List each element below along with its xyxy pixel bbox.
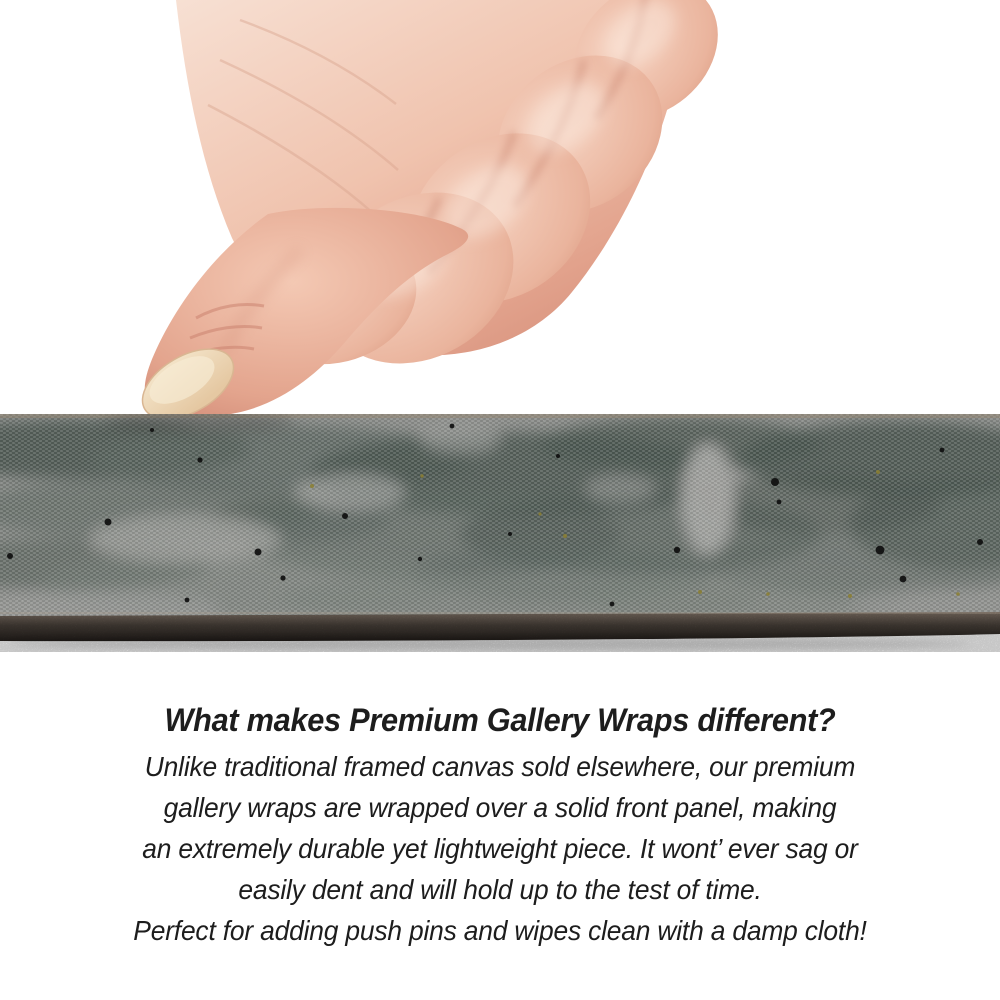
- hand-photo: [0, 0, 1000, 432]
- caption-line: easily dent and will hold up to the test of time.: [238, 874, 762, 905]
- caption-line: an extremely durable yet lightweight piece. It wont’ ever sag or: [142, 833, 858, 864]
- canvas-grain: [0, 414, 1000, 644]
- caption-heading: What makes Premium Gallery Wraps different?: [164, 702, 836, 738]
- caption-line: gallery wraps are wrapped over a solid front panel, making: [163, 792, 837, 823]
- panel-drop-shadow: [10, 638, 970, 650]
- canvas-wrap-edge: [0, 414, 1000, 652]
- caption-body: [20, 746, 980, 951]
- caption-line: Unlike traditional framed canvas sold elsewhere, our premium: [144, 751, 856, 782]
- caption: [20, 702, 980, 951]
- caption-line: Perfect for adding push pins and wipes clean with a damp cloth!: [133, 915, 867, 946]
